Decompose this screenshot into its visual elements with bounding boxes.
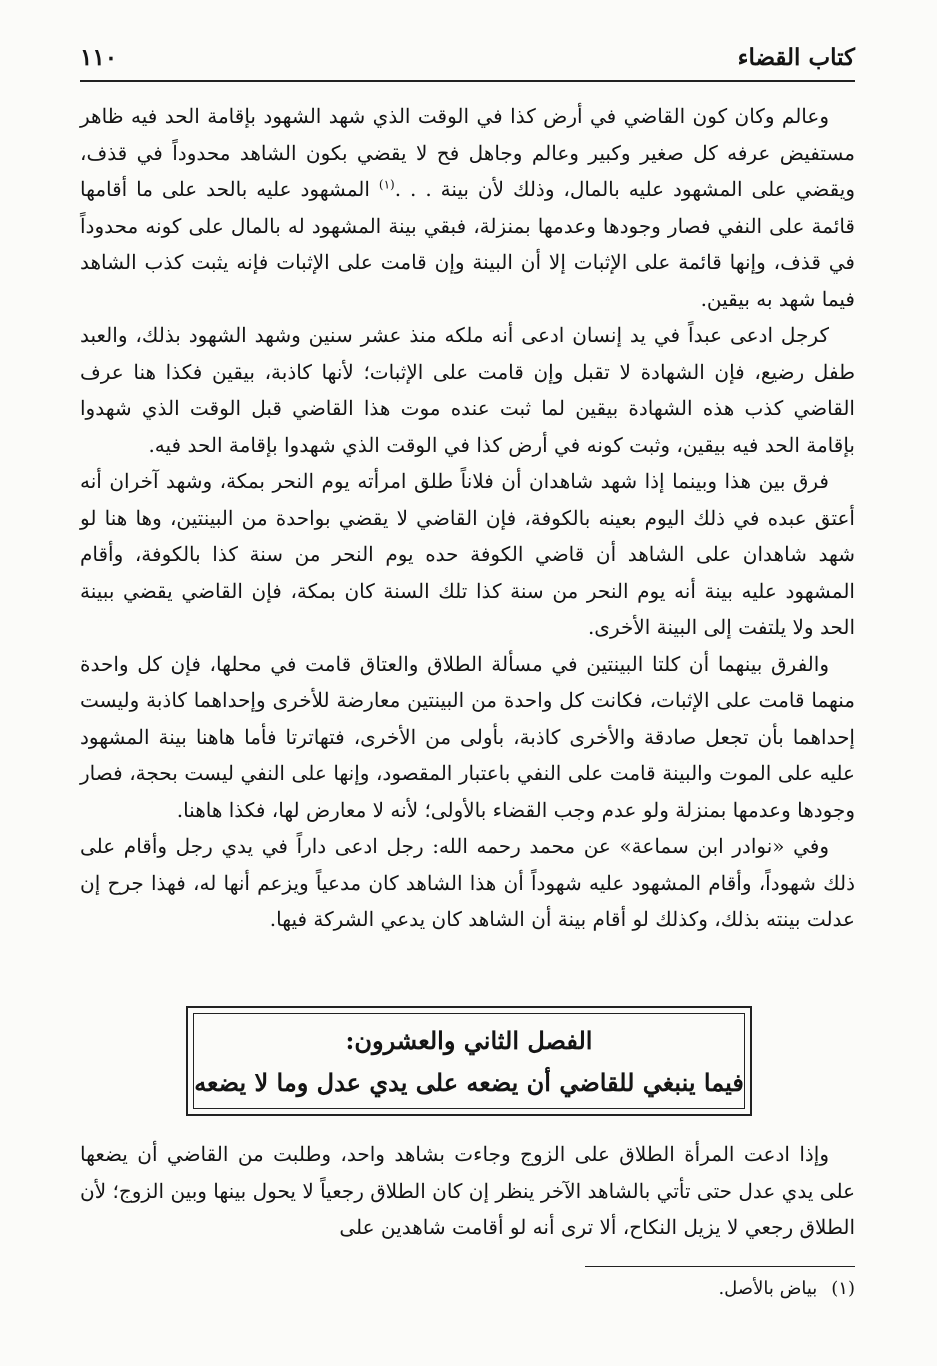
paragraph: وفي «نوادر ابن سماعة» عن محمد رحمه الله: رجل ادعى داراً في يدي رجل وأقام على ذلك شهوداً، وأقام المشهود عليه شهوداً أن هذا الشاهد كان مدعياً ويزعم أنها له، فهذا جرح إن عدلت بينته بذلك، وكذلك لو أقام بينة أن الشاهد كان يدعي الشركة فيها. — [80, 834, 855, 931]
paragraph-text: وعالم وكان كون القاضي في أرض كذا في الوقت الذي شهد الشهود بإقامة الحد فيه ظاهر مستفيض عرفه كل صغير وكبير وعالم وجاهل فح لا يقضي بكون الشاهد محدوداً في قذف، ويقضي على المشهود عليه بالمال، وذلك لأن بينة . . . — [80, 104, 855, 201]
chapter-title: الفصل الثاني والعشرون: — [345, 1026, 593, 1055]
chapter-subtitle: فيما ينبغي للقاضي أن يضعه على يدي عدل وما لا يضعه — [194, 1068, 744, 1097]
main-text — [80, 98, 855, 938]
page-number: ١١٠ — [80, 44, 118, 71]
page-header — [80, 40, 855, 82]
paragraph-text: المشهود عليه بالحد على ما أقامها قائمة على النفي فصار وجودها وعدمها بمنزلة، فبقي بينة المشهود له بالمال على كونه محدوداً في قذف، وإنها قائمة على الإثبات إلا أن البينة وإن قامت على الإثبات فإنه يثبت كذب الشاهد فيما شهد به بيقين. — [80, 177, 855, 311]
footnote-divider — [585, 1266, 855, 1267]
chapter-heading-box — [186, 1006, 752, 1116]
paragraph: كرجل ادعى عبداً في يد إنسان ادعى أنه ملكه منذ عشر سنين وشهد الشهود بذلك، والعبد طفل رضيع، فإن الشهادة لا تقبل وإن قامت على الإثبات؛ لأنها كاذبة، بيقين فكذا هنا عرف القاضي كذب هذه الشهادة بيقين لما ثبت عنده موت هذا القاضي قبل الوقت الذي شهدوا بإقامة الحد فيه بيقين، وثبت كونه في أرض كذا في الوقت الذي شهدوا بإقامة الحد فيه. — [80, 323, 855, 457]
paragraph: وإذا ادعت المرأة الطلاق على الزوج وجاءت بشاهد واحد، وطلبت من القاضي أن يضعها على يدي عدل حتى تأتي بالشاهد الآخر ينظر إن كان الطلاق رجعياً لا يحول بينها وبين الزوج؛ لأن الطلاق رجعي لا يزيل النكاح، ألا ترى أنه لو أقامت شاهدين على — [80, 1142, 855, 1239]
footnote-number: (١) — [831, 1278, 855, 1299]
footnote — [520, 1278, 855, 1299]
chapter-text — [80, 1136, 855, 1246]
paragraph: والفرق بينهما أن كلتا البينتين في مسألة الطلاق والعتاق قامت في محلها، فإن كل واحدة منهما قامت على الإثبات، فكانت كل واحدة من البينتين معارضة للأخرى وإحداهما كاذبة وليست إحداهما بأن تجعل صادقة والأخرى كاذبة، بأولى من الأخرى، فتهاترتا فأما هاهنا بينة المشهود عليه على الموت والبينة قامت على النفي باعتبار المقصود، وإنها على النفي ليست بحجة، فصار وجودها وعدمها بمنزلة ولو عدم وجب القضاء بالأولى؛ لأنه لا معارض لها، فكذا هاهنا. — [80, 651, 855, 822]
paragraph: فرق بين هذا وبينما إذا شهد شاهدان أن فلاناً طلق امرأته يوم النحر بمكة، وشهد آخران أنه أعتق عبده في ذلك اليوم بعينه بالكوفة، فإن القاضي لا يقضي بواحدة من البينتين، وها هنا لو شهد شاهدان على الشاهد أن قاضي الكوفة حده يوم النحر من سنة كذا بالكوفة، وأقام المشهود عليه بينة أنه يوم النحر من سنة كذا تلك السنة كان بمكة، فإن القاضي يقضي ببينة الحد ولا يلتفت إلى البينة الأخرى. — [80, 469, 855, 639]
footnote-text: بياض بالأصل. — [718, 1278, 818, 1299]
book-title: كتاب القضاء — [737, 44, 855, 71]
paragraph — [80, 98, 855, 317]
footnote-reference: (١) — [378, 177, 395, 192]
